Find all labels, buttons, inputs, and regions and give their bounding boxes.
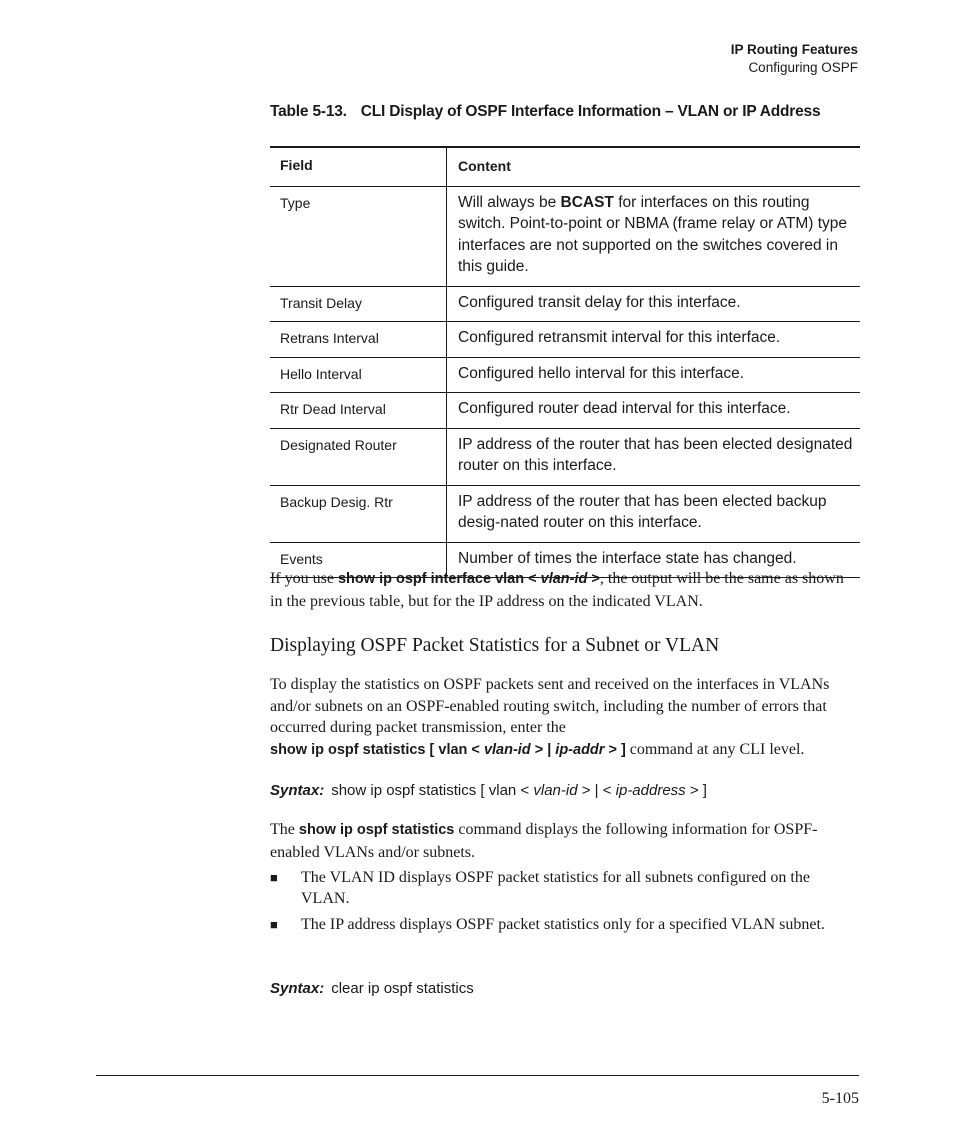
table-row — [270, 485, 860, 542]
paragraph-display-statistics — [270, 674, 860, 761]
syntax-command: > ] — [685, 782, 707, 799]
paragraph-text: If you use — [270, 570, 338, 587]
syntax-label: Syntax: — [270, 782, 325, 799]
syntax-argument: vlan-id — [533, 782, 578, 799]
command-text: > | — [530, 741, 556, 758]
ospf-interface-table — [270, 146, 860, 578]
bullet-square-icon: ■ — [270, 917, 278, 932]
syntax-command: > | < — [577, 782, 616, 799]
content-bold-keyword: BCAST — [560, 193, 614, 211]
bullet-item — [270, 914, 860, 935]
footer-divider — [96, 1075, 859, 1076]
inline-command — [338, 571, 600, 587]
field-cell: Type — [270, 186, 447, 286]
syntax-show-statistics — [270, 782, 707, 799]
table-caption — [270, 103, 820, 121]
syntax-argument: ip-address — [615, 782, 686, 799]
content-cell: Configured retransmit interval for this interface. — [458, 329, 781, 346]
table-title: CLI Display of OSPF Interface Information – VLAN or IP Address — [360, 103, 821, 120]
table-row — [270, 322, 860, 358]
content-cell: IP address of the router that has been elected backup desig-nated router on this interface. — [458, 492, 827, 531]
bullet-text: The IP address displays OSPF packet statistics only for a specified VLAN subnet. — [301, 916, 825, 933]
command-argument: vlan-id — [483, 741, 531, 758]
command-text: > — [587, 571, 600, 587]
content-cell: IP address of the router that has been elected designated router on this interface. — [458, 435, 853, 474]
syntax-command: show ip ospf statistics [ vlan < — [331, 782, 534, 799]
paragraph-text: command displays the following information for OSPF-enabled VLANs and/or subnets. — [270, 821, 818, 861]
column-header-field: Field — [270, 147, 447, 186]
field-cell: Retrans Interval — [270, 322, 447, 358]
syntax-command: clear ip ospf statistics — [331, 980, 474, 997]
command-text: > ] — [604, 741, 626, 758]
field-cell: Events — [270, 542, 447, 578]
header-chapter: IP Routing Features — [730, 42, 858, 57]
inline-command — [270, 742, 626, 758]
bullet-item — [270, 867, 860, 909]
running-header — [731, 41, 858, 77]
content-text: Will always be — [458, 193, 561, 211]
table-row — [270, 393, 860, 429]
command-argument: vlan-id — [540, 571, 588, 587]
syntax-clear-statistics — [270, 980, 474, 997]
table-number: Table 5-13. — [270, 103, 347, 120]
paragraph-text: command at any CLI level. — [625, 740, 805, 758]
bullet-square-icon: ■ — [270, 870, 278, 885]
paragraph-statistics-info — [270, 819, 860, 863]
syntax-label: Syntax: — [270, 980, 325, 997]
table-row — [270, 428, 860, 485]
table-row — [270, 357, 860, 393]
paragraph-text: To display the statistics on OSPF packets sent and received on the interfaces in VLANs and/or subnets on an OSPF-enabled routing switch, including the number of errors that occurred during packet transmission, enter the — [270, 676, 830, 736]
table-row — [270, 286, 860, 322]
content-cell — [447, 186, 861, 286]
content-cell: Configured transit delay for this interface. — [458, 293, 741, 311]
field-cell: Designated Router — [270, 428, 447, 485]
page-number: 5-105 — [821, 1090, 859, 1107]
field-cell: Transit Delay — [270, 286, 447, 322]
section-heading: Displaying OSPF Packet Statistics for a Subnet or VLAN — [270, 635, 720, 656]
table-header-row — [270, 147, 860, 186]
table-row — [270, 186, 860, 286]
content-text: for interfaces on this routing switch. Point-to-point or NBMA (frame relay or ATM) type interfaces are not supported on the switches covered in this guide. — [458, 193, 848, 275]
content-cell: Configured hello interval for this interface. — [458, 364, 745, 382]
paragraph-text: The — [270, 821, 299, 838]
column-header-content: Content — [458, 158, 511, 174]
content-cell: Configured router dead interval for this interface. — [458, 400, 791, 417]
command-argument: ip-addr — [555, 741, 605, 758]
inline-command: show ip ospf statistics — [298, 822, 455, 838]
paragraph-text: , the output will be the same as shown in the previous table, but for the IP address on the indicated VLAN. — [270, 570, 844, 610]
command-text: show ip ospf interface vlan < — [337, 571, 541, 587]
field-cell: Backup Desig. Rtr — [270, 485, 447, 542]
content-cell: Number of times the interface state has changed. — [458, 549, 797, 567]
header-section: Configuring OSPF — [748, 60, 858, 75]
paragraph-vlan-output — [270, 568, 860, 612]
field-cell: Hello Interval — [270, 357, 447, 393]
field-cell: Rtr Dead Interval — [270, 393, 447, 429]
command-text: show ip ospf statistics [ vlan < — [270, 741, 484, 758]
bullet-text: The VLAN ID displays OSPF packet statistics for all subnets configured on the VLAN. — [301, 869, 810, 907]
